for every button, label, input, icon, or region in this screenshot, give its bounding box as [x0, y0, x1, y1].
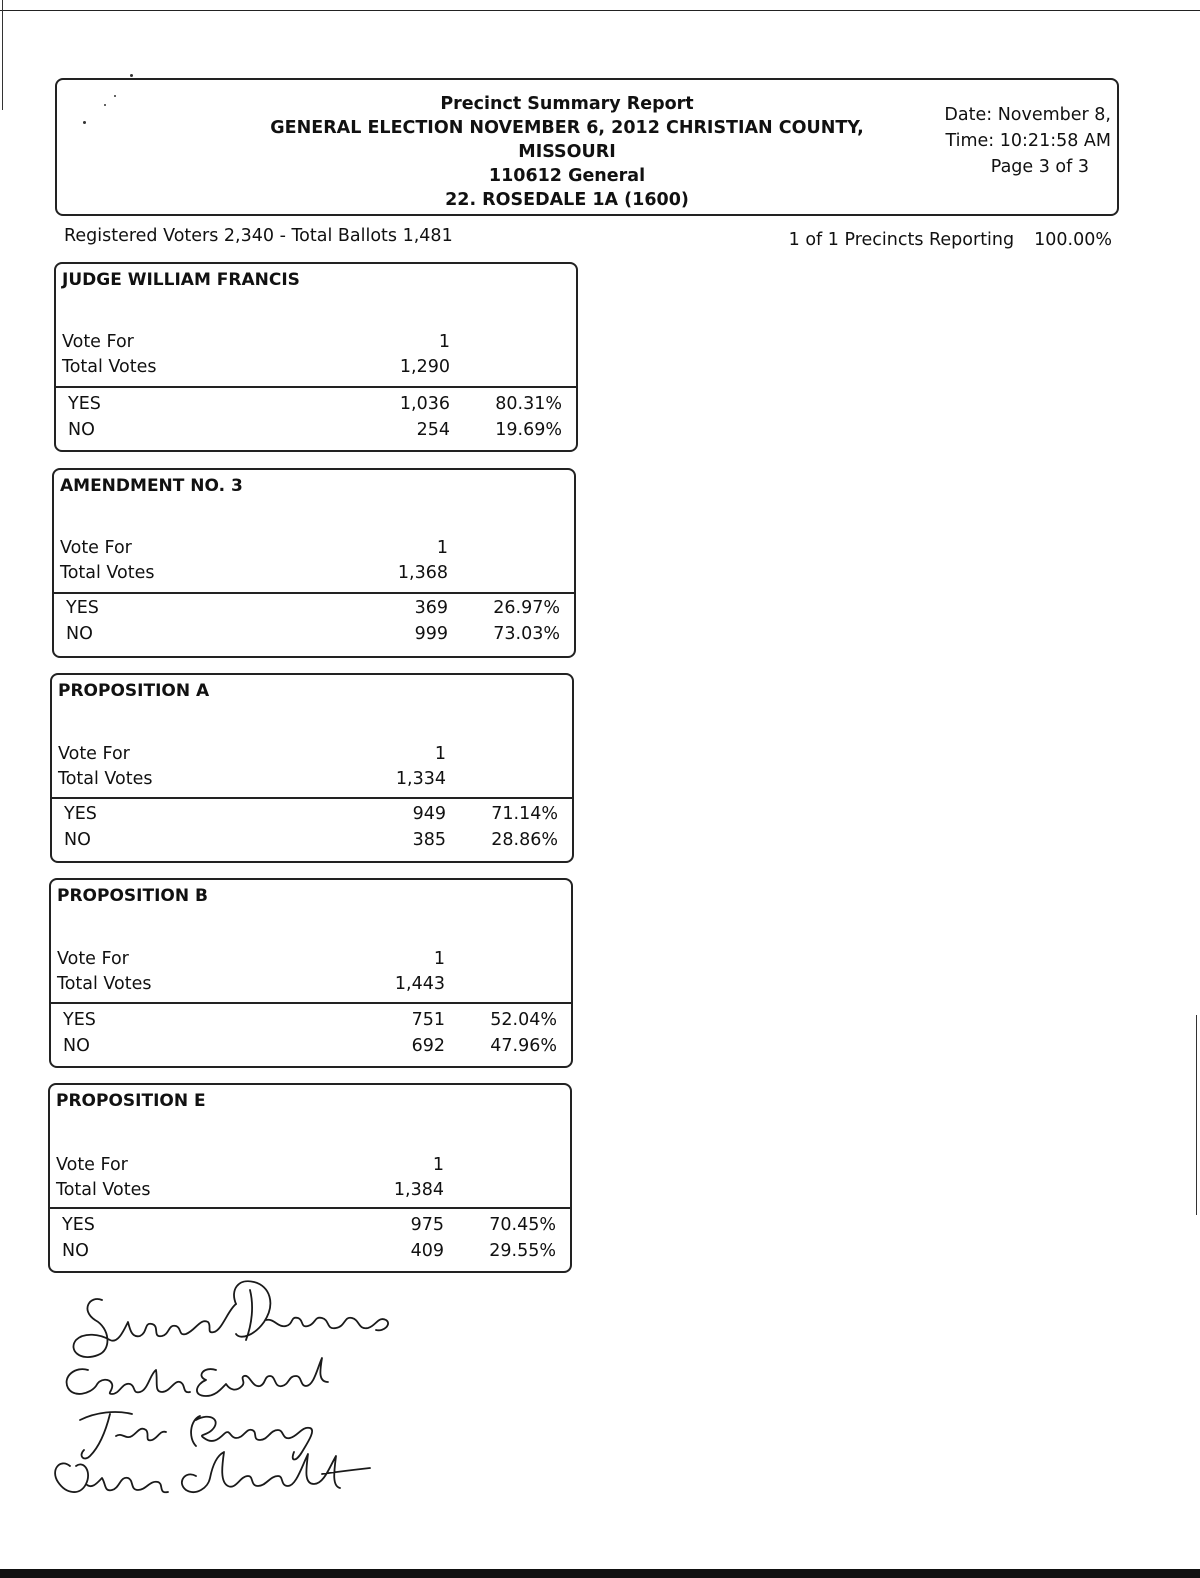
contest-title: PROPOSITION A	[58, 681, 210, 701]
signature-stroke	[55, 1463, 168, 1492]
vote-for-value: 1	[434, 744, 446, 764]
choice-label: YES	[68, 394, 101, 414]
signature-stroke	[73, 1299, 236, 1357]
choice-row	[50, 1215, 570, 1239]
choice-row	[50, 1241, 570, 1265]
signature-stroke	[80, 1412, 166, 1458]
page-number: Page 3 of 3	[990, 157, 1089, 177]
choice-label: YES	[66, 598, 99, 618]
choice-row	[54, 598, 574, 622]
signature-stroke	[234, 1281, 388, 1340]
choice-row	[52, 804, 572, 828]
choice-votes: 409	[410, 1241, 444, 1261]
total-votes-row	[50, 1180, 570, 1204]
choice-label: YES	[63, 1010, 96, 1030]
contest-box	[48, 1083, 572, 1273]
contest-title: PROPOSITION B	[57, 886, 208, 906]
choice-votes: 999	[414, 624, 448, 644]
vote-for-label: Vote For	[58, 744, 130, 764]
vote-for-row	[56, 332, 576, 356]
election-state: MISSOURI	[518, 142, 616, 162]
choice-votes: 1,036	[399, 394, 450, 414]
total-votes-label: Total Votes	[56, 1180, 151, 1200]
total-votes-row	[54, 563, 574, 587]
choice-percent: 47.96%	[490, 1036, 557, 1056]
choice-row	[51, 1036, 571, 1060]
scan-edge-left	[2, 0, 3, 110]
scan-edge-top	[0, 10, 1200, 11]
choice-label: YES	[64, 804, 97, 824]
choice-row	[54, 624, 574, 648]
choice-percent: 19.69%	[495, 420, 562, 440]
choice-votes: 975	[410, 1215, 444, 1235]
choice-percent: 73.03%	[493, 624, 560, 644]
signatures-graphic	[40, 1270, 460, 1510]
choice-percent: 71.14%	[491, 804, 558, 824]
choice-label: NO	[68, 420, 95, 440]
report-date: Date: November 8,	[944, 105, 1111, 125]
choice-votes: 949	[412, 804, 446, 824]
choice-label: NO	[66, 624, 93, 644]
contest-title: JUDGE WILLIAM FRANCIS	[62, 270, 300, 290]
total-votes-label: Total Votes	[60, 563, 155, 583]
vote-for-row	[54, 538, 574, 562]
signature-stroke	[182, 1452, 370, 1492]
voters-ballots-summary: Registered Voters 2,340 - Total Ballots 1,481	[64, 226, 453, 246]
signature-stroke	[67, 1369, 190, 1394]
choice-votes: 692	[411, 1036, 445, 1056]
scan-edge-right	[1196, 1015, 1197, 1215]
vote-for-value: 1	[436, 538, 448, 558]
divider	[56, 386, 576, 388]
vote-for-row	[52, 744, 572, 768]
choice-row	[56, 394, 576, 418]
choice-label: NO	[63, 1036, 90, 1056]
total-votes-label: Total Votes	[58, 769, 153, 789]
divider	[54, 592, 574, 594]
report-time: Time: 10:21:58 AM	[945, 131, 1111, 151]
contest-title: AMENDMENT NO. 3	[60, 476, 243, 496]
choice-row	[52, 830, 572, 854]
choice-row	[51, 1010, 571, 1034]
vote-for-value: 1	[432, 1155, 444, 1175]
choice-votes: 369	[414, 598, 448, 618]
reporting-percent: 100.00%	[1034, 230, 1112, 250]
choice-percent: 52.04%	[490, 1010, 557, 1030]
precincts-reporting	[789, 230, 1112, 250]
vote-for-value: 1	[433, 949, 445, 969]
vote-for-label: Vote For	[56, 1155, 128, 1175]
choice-label: NO	[64, 830, 91, 850]
divider	[50, 1207, 570, 1209]
contest-box	[50, 673, 574, 863]
scan-speck	[130, 74, 133, 77]
vote-for-row	[50, 1155, 570, 1179]
choice-votes: 385	[412, 830, 446, 850]
total-votes-row	[51, 974, 571, 998]
report-header	[55, 78, 1119, 216]
signature-stroke	[197, 1358, 328, 1396]
vote-for-value: 1	[438, 332, 450, 352]
choice-label: NO	[62, 1241, 89, 1261]
divider	[52, 797, 572, 799]
choice-votes: 751	[411, 1010, 445, 1030]
header-title-block	[237, 92, 897, 212]
total-votes-value: 1,384	[393, 1180, 444, 1200]
total-votes-value: 1,334	[395, 769, 446, 789]
contest-box	[54, 262, 578, 452]
total-votes-label: Total Votes	[57, 974, 152, 994]
choice-votes: 254	[416, 420, 450, 440]
vote-for-label: Vote For	[60, 538, 132, 558]
precinct-name: 22. ROSEDALE 1A (1600)	[445, 190, 689, 210]
contest-box	[52, 468, 576, 658]
total-votes-value: 1,290	[399, 357, 450, 377]
choice-percent: 26.97%	[493, 598, 560, 618]
divider	[51, 1002, 571, 1004]
choice-percent: 29.55%	[489, 1241, 556, 1261]
election-name: GENERAL ELECTION NOVEMBER 6, 2012 CHRISTIAN COUNTY,	[270, 118, 864, 138]
signature-stroke	[191, 1416, 312, 1460]
total-votes-value: 1,443	[394, 974, 445, 994]
vote-for-label: Vote For	[57, 949, 129, 969]
report-title: Precinct Summary Report	[440, 94, 694, 114]
choice-label: YES	[62, 1215, 95, 1235]
header-meta	[944, 102, 1111, 180]
contest-title: PROPOSITION E	[56, 1091, 206, 1111]
choice-percent: 70.45%	[489, 1215, 556, 1235]
total-votes-row	[52, 769, 572, 793]
vote-for-label: Vote For	[62, 332, 134, 352]
choice-row	[56, 420, 576, 444]
contest-box	[49, 878, 573, 1068]
total-votes-label: Total Votes	[62, 357, 157, 377]
election-code: 110612 General	[488, 166, 646, 186]
precincts-reporting-label: 1 of 1 Precincts Reporting	[788, 230, 1015, 250]
vote-for-row	[51, 949, 571, 973]
choice-percent: 28.86%	[491, 830, 558, 850]
choice-percent: 80.31%	[495, 394, 562, 414]
scan-edge-bottom	[0, 1569, 1200, 1578]
total-votes-row	[56, 357, 576, 381]
total-votes-value: 1,368	[397, 563, 448, 583]
